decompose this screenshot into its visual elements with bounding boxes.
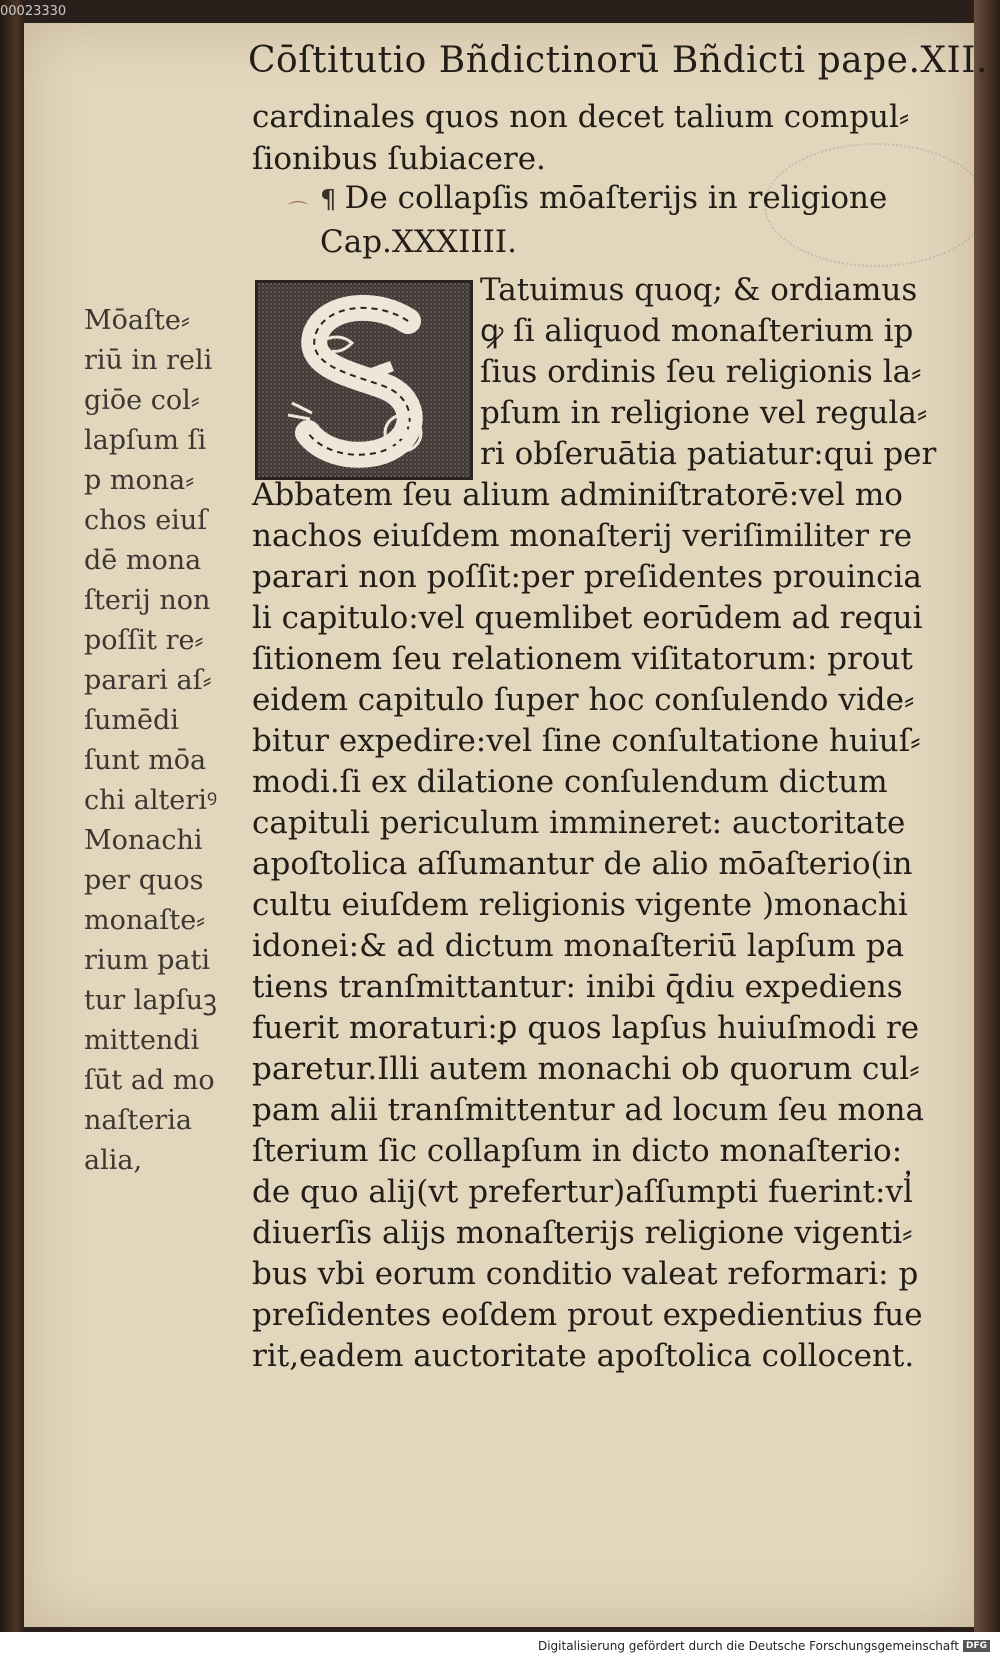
note-line: dē mona bbox=[84, 545, 202, 576]
text-line: apoſtolica aſſumantur de alio mōaſterio(in bbox=[252, 846, 913, 882]
chapter-number: Cap.XXXIIII. bbox=[320, 224, 517, 260]
digitization-credit bbox=[538, 1639, 990, 1653]
text-line: li capitulo:vel quemlibet eorūdem ad requi bbox=[252, 600, 923, 636]
text-line: ꝙ ſi aliquod monaſterium ip bbox=[480, 313, 914, 349]
note-line: rium pati bbox=[84, 945, 210, 976]
text-line: eidem capitulo ſuper hoc conſulendo vide⸗ bbox=[252, 682, 915, 718]
marginal-note bbox=[84, 301, 254, 1181]
note-line: chi alteriꝰ bbox=[84, 785, 218, 816]
text-line: diuerſis alijs monaſterijs religione vigenti⸗ bbox=[252, 1215, 913, 1251]
note-line: naſteria bbox=[84, 1105, 192, 1136]
body-text bbox=[252, 270, 972, 1377]
carryover-text bbox=[252, 96, 952, 180]
note-line: lapſum ſi bbox=[84, 425, 207, 456]
text-line: cultu eiuſdem religionis vigente )monachi bbox=[252, 887, 908, 923]
note-line: riū in reli bbox=[84, 345, 213, 376]
text-line: bitur expedire:vel ſine conſultatione huiuſ⸗ bbox=[252, 723, 921, 759]
text-line: Abbatem ſeu alium adminiſtratorē:vel mo bbox=[252, 477, 903, 513]
text-line: idonei:& ad dictum monaſteriū lapſum pa bbox=[252, 928, 905, 964]
note-line: p mona⸗ bbox=[84, 465, 195, 496]
note-line: giōe col⸗ bbox=[84, 385, 200, 416]
text-line: fuerit moraturi:ꝑ quos lapſus huiuſmodi re bbox=[252, 1010, 920, 1046]
text-line: ri obſeruātia patiatur:qui per bbox=[480, 436, 937, 472]
note-line: ſumēdi bbox=[84, 705, 179, 736]
running-header: Cōſtitutio Bñdictinorū Bñdicti pape.XII. bbox=[248, 40, 988, 81]
chapter-title: De collapſis mōaſterijs in religione bbox=[344, 180, 888, 216]
shelfmark-number: 00023330 bbox=[0, 4, 67, 19]
note-line: monaſte⸗ bbox=[84, 905, 206, 936]
note-line: poſſit re⸗ bbox=[84, 625, 204, 656]
text-line: ſitionem ſeu relationem viſitatorum: prout bbox=[252, 641, 913, 677]
chapter-heading bbox=[320, 177, 970, 263]
text-line: parari non poſſit:per preſidentes prouincia bbox=[252, 559, 922, 595]
text-line: rit,eadem auctoritate apoſtolica collocent. bbox=[252, 1338, 915, 1374]
note-line: chos eiuſ bbox=[84, 505, 208, 536]
arrow-pointer-icon: ⌒ bbox=[288, 199, 308, 223]
text-line: cardinales quos non decet talium compul⸗ bbox=[252, 99, 910, 135]
text-line: preſidentes eoſdem prout expedientius fue bbox=[252, 1297, 923, 1333]
note-line: alia, bbox=[84, 1145, 143, 1176]
text-line: pam alii tranſmittentur ad locum ſeu mona bbox=[252, 1092, 924, 1128]
text-line: ſterium ſic collapſum in dicto monaſterio: bbox=[252, 1133, 903, 1169]
dfg-logo-icon: DFG bbox=[963, 1640, 990, 1652]
text-line: tiens tranſmittantur: inibi q̄diu expediens bbox=[252, 969, 903, 1005]
note-line: tur lapſuꝫ bbox=[84, 985, 217, 1016]
note-line: Mōaſte⸗ bbox=[84, 305, 190, 336]
text-line: pſum in religione vel regula⸗ bbox=[480, 395, 928, 431]
page-edge bbox=[974, 0, 1000, 1632]
text-line: nachos eiuſdem monaſterij veriſimiliter re bbox=[252, 518, 913, 554]
text-line: ſionibus ſubiacere. bbox=[252, 141, 546, 177]
text-line: modi.ſi ex dilatione conſulendum dictum bbox=[252, 764, 888, 800]
text-line: capituli periculum immineret: auctoritate bbox=[252, 805, 906, 841]
note-line: Monachi bbox=[84, 825, 203, 856]
book-binding bbox=[0, 0, 24, 1632]
paragraph-mark-icon: ¶ bbox=[320, 185, 337, 215]
note-line: parari aſ⸗ bbox=[84, 665, 212, 696]
note-line: ſunt mōa bbox=[84, 745, 207, 776]
text-line: bus vbi eorum conditio valeat reformari: p bbox=[252, 1256, 919, 1292]
note-line: per quos bbox=[84, 865, 204, 896]
note-line: ſterij non bbox=[84, 585, 211, 616]
text-line: paretur.Illi autem monachi ob quorum cul⸗ bbox=[252, 1051, 920, 1087]
note-line: mittendi bbox=[84, 1025, 200, 1056]
credit-text: Digitalisierung gefördert durch die Deutsche Forschungsgemeinschaft bbox=[537, 1639, 959, 1653]
text-line: Tatuimus quoq; & ordiamus bbox=[480, 272, 918, 308]
note-line: ſūt ad mo bbox=[84, 1065, 215, 1096]
text-line: ſius ordinis ſeu religionis la⸗ bbox=[480, 354, 922, 390]
text-line: de quo alij(vt prefertur)aſſumpti fuerint:vl̓ bbox=[252, 1174, 913, 1210]
